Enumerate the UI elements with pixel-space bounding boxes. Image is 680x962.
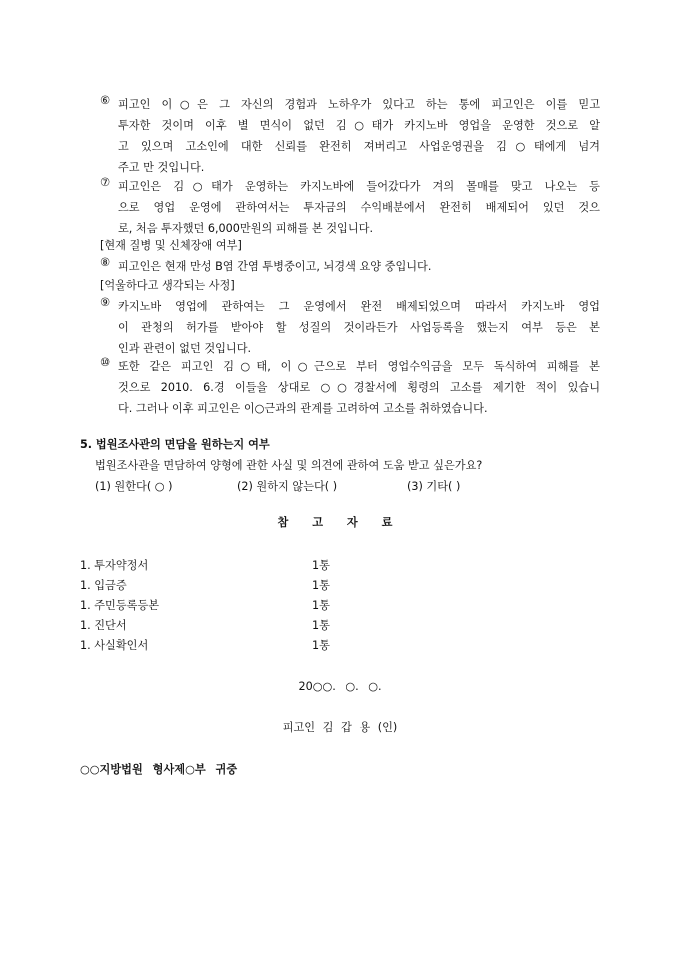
attachment-qty: 1통 <box>312 639 330 652</box>
option-not-want: (2) 원하지 않는다( ) <box>237 480 338 493</box>
attachment-qty: 1통 <box>312 619 330 632</box>
option-other: (3) 기타( ) <box>407 480 461 493</box>
section-5-question: 법원조사관을 면담하여 양형에 관한 사실 및 의견에 관하여 도움 받고 싶은가요? <box>95 459 483 472</box>
illness-heading: [현재 질병 및 신체장애 여부] <box>100 239 242 252</box>
item-line: 주고 만 것입니다. <box>118 161 205 174</box>
document-date: 20○○. ○. ○. <box>298 680 382 693</box>
item-line: 피고인 이○은 그 자신의 경험과 노하우가 있다고 하는 통에 피고인은 이를 믿고 <box>118 98 600 111</box>
statement-item-7 <box>100 176 600 239</box>
attachment-item <box>80 636 330 656</box>
item-number: ⑩ <box>100 356 111 369</box>
item-line: 투자한 것이며 이후 별 면식이 없던 김○태가 카지노바 영업을 운영한 것으로 알 <box>118 119 600 132</box>
attachment-qty: 1통 <box>312 579 330 592</box>
item-number: ⑨ <box>100 296 111 309</box>
defendant-signature: 피고인 김 갑 용 (인) <box>282 721 398 734</box>
item-line: 피고인은 현재 만성 B염 간염 투병중이고, 뇌경색 요양 중입니다. <box>118 260 432 273</box>
attachment-item <box>80 556 330 576</box>
item-line: 것으로 2010. 6.경 이들을 상대로 ○○경찰서에 횡령의 고소를 제기한 적이 있습니 <box>118 381 600 394</box>
unfair-heading: [억울하다고 생각되는 사정] <box>100 279 235 292</box>
references-title: 참 고 자 료 <box>277 516 403 529</box>
item-line: 로, 처음 투자했던 6,000만원의 피해를 본 것입니다. <box>118 222 374 235</box>
attachment-name: 1. 주민등록등본 <box>80 599 160 612</box>
statement-item-8 <box>100 256 600 277</box>
attachment-name: 1. 진단서 <box>80 619 127 632</box>
item-line: 다. 그러나 이후 피고인은 이○근과의 관계를 고려하여 고소를 취하였습니다. <box>118 402 488 415</box>
item-line: 으로 영업 운영에 관하여서는 투자금의 수익배분에서 완전히 배제되어 있던 것으 <box>118 201 600 214</box>
attachment-name: 1. 사실확인서 <box>80 639 149 652</box>
statement-item-10 <box>100 356 600 419</box>
statement-item-6 <box>100 94 600 178</box>
item-number: ⑧ <box>100 256 111 269</box>
attachment-name: 1. 투자약정서 <box>80 559 149 572</box>
item-line: 인과 관련이 없던 것입니다. <box>118 342 252 355</box>
statement-item-9 <box>100 296 600 359</box>
item-number: ⑦ <box>100 176 111 189</box>
item-line: 고 있으며 고소인에 대한 신뢰를 완전히 져버리고 사업운영권을 김○태에게 넘겨 <box>118 140 600 153</box>
court-addressee: ○○지방법원 형사제○부 귀중 <box>80 763 238 776</box>
attachment-item <box>80 576 330 596</box>
section-5-title: 5. 법원조사관의 면담을 원하는지 여부 <box>80 438 270 451</box>
attachment-qty: 1통 <box>312 599 330 612</box>
item-line: 카지노바 영업에 관하여는 그 운영에서 완전 배제되었으며 따라서 카지노바 영업 <box>118 300 600 313</box>
attachment-name: 1. 입금증 <box>80 579 127 592</box>
item-line: 또한 같은 피고인 김○태, 이○근으로 부터 영업수익금을 모두 독식하여 피해를 본 <box>118 360 600 373</box>
item-line: 피고인은 김○태가 운영하는 카지노바에 들어갔다가 겨의 몰매를 맞고 나오는 등 <box>118 180 600 193</box>
item-number: ⑥ <box>100 94 111 107</box>
attachment-qty: 1통 <box>312 559 330 572</box>
item-line: 이 관청의 허가를 받아야 할 성질의 것이라든가 사업등록을 했는지 여부 등은 본 <box>118 321 600 334</box>
option-want: (1) 원한다( ○ ) <box>95 480 173 493</box>
attachment-item <box>80 596 330 616</box>
attachment-item <box>80 616 330 636</box>
